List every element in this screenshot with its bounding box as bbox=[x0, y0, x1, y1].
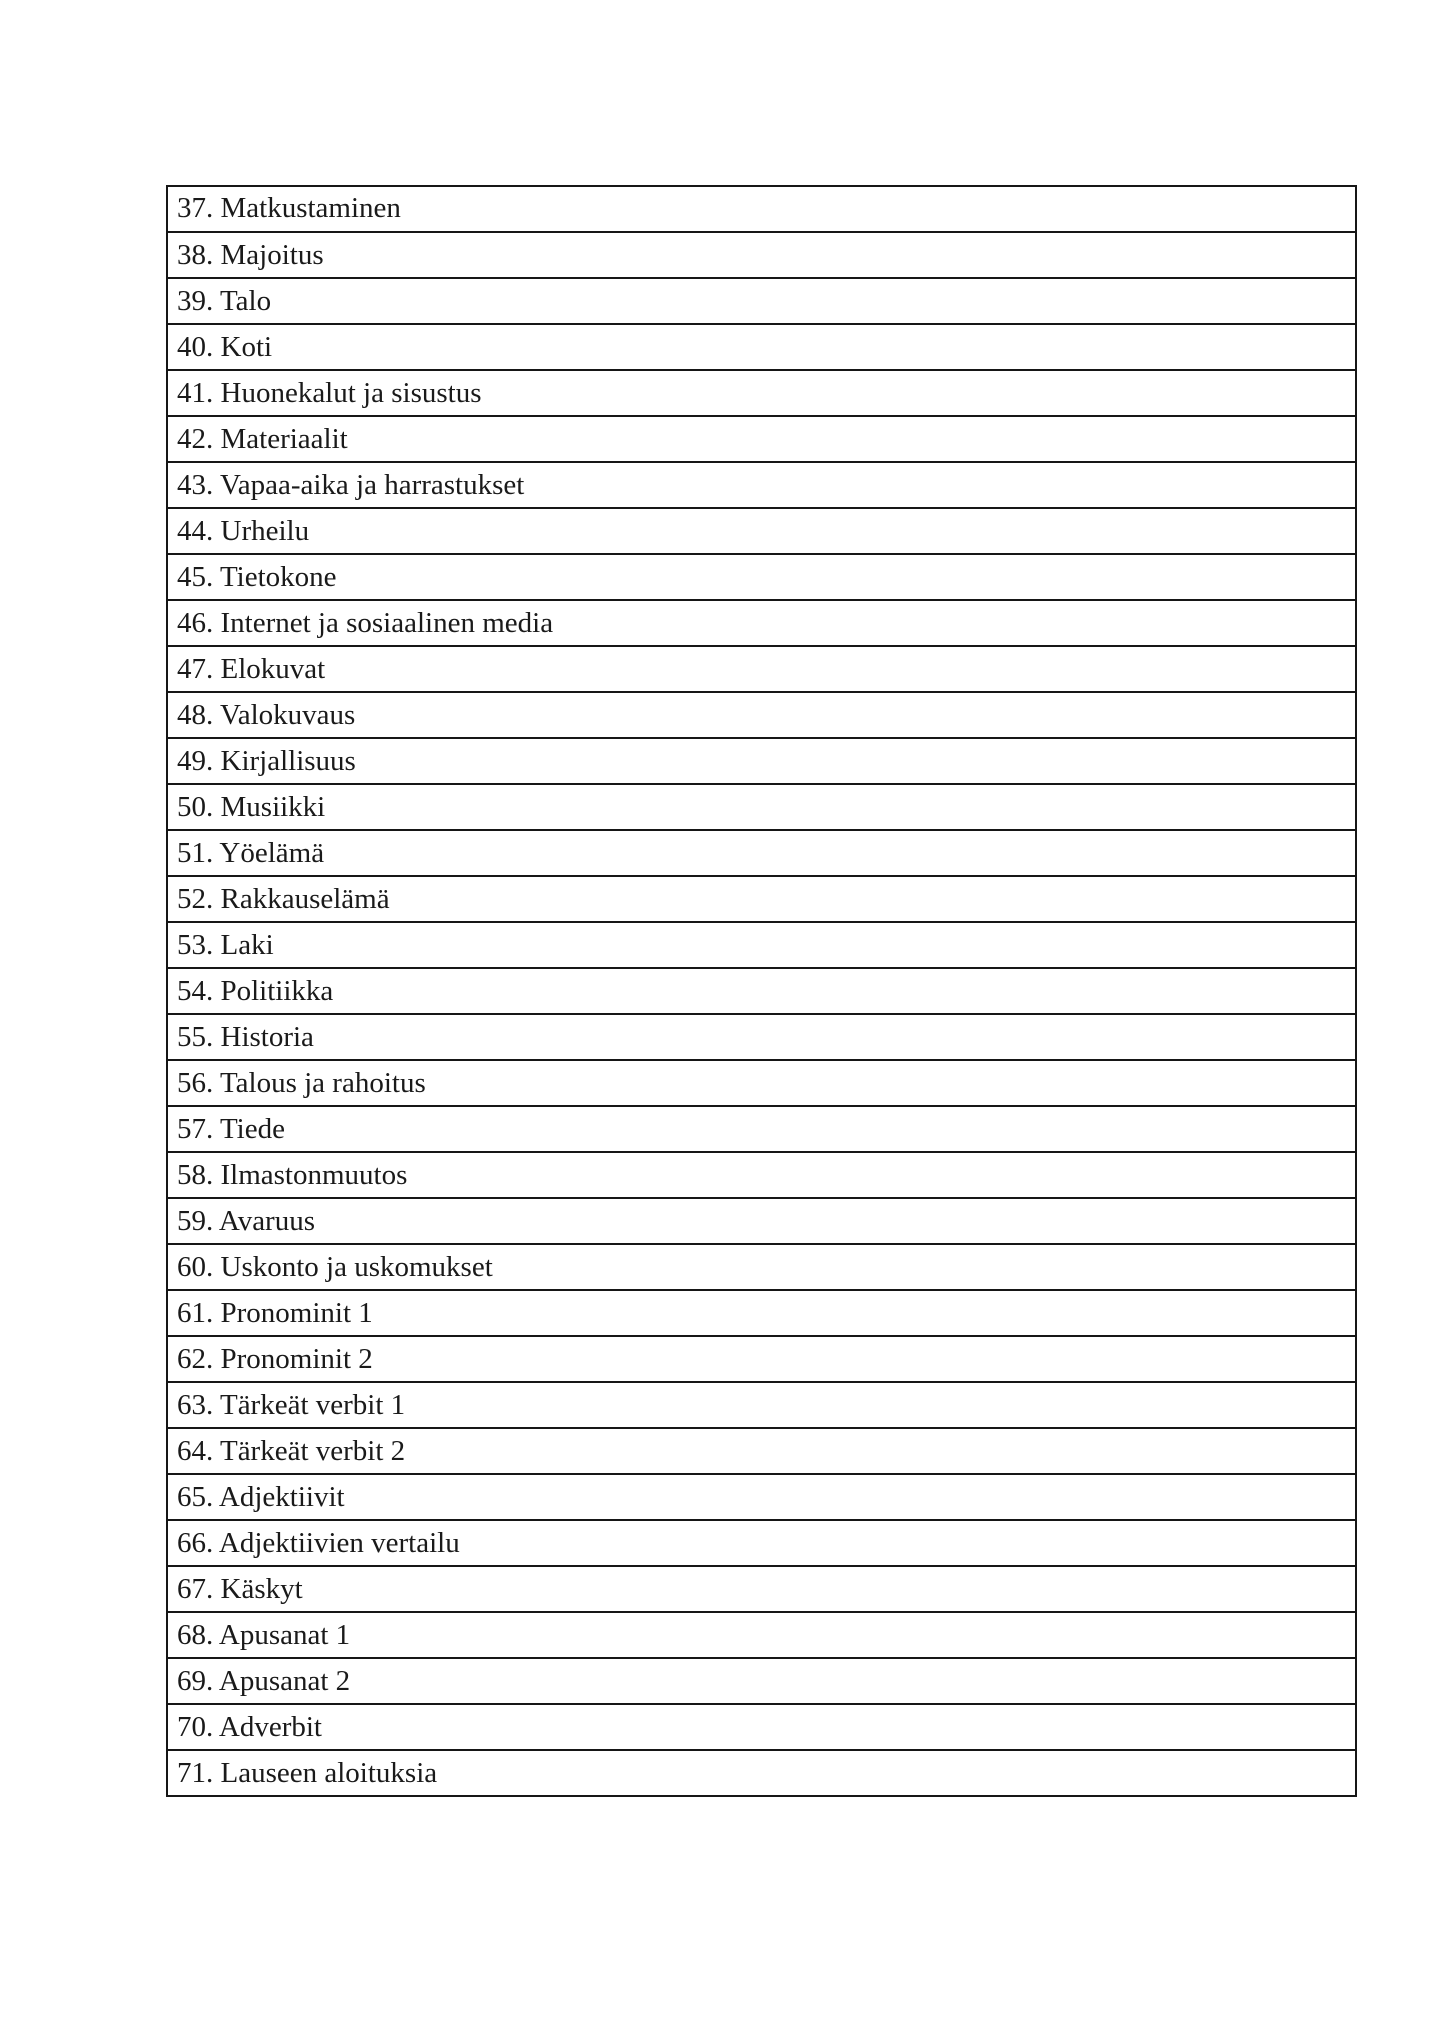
table-row bbox=[168, 967, 1355, 1013]
chapter-entry: 49. Kirjallisuus bbox=[177, 745, 356, 777]
table-row bbox=[168, 1197, 1355, 1243]
chapter-entry: 50. Musiikki bbox=[177, 791, 326, 823]
chapter-entry: 52. Rakkauselämä bbox=[177, 883, 390, 915]
chapter-entry: 55. Historia bbox=[177, 1021, 314, 1053]
chapter-entry: 47. Elokuvat bbox=[177, 653, 326, 685]
table-row bbox=[168, 921, 1355, 967]
chapter-entry: 61. Pronominit 1 bbox=[177, 1297, 373, 1329]
chapter-entry: 40. Koti bbox=[177, 331, 273, 363]
table-row bbox=[168, 737, 1355, 783]
chapter-entry: 38. Majoitus bbox=[177, 239, 324, 271]
table-row bbox=[168, 231, 1355, 277]
chapter-entry: 37. Matkustaminen bbox=[177, 192, 401, 224]
chapter-entry: 67. Käskyt bbox=[177, 1573, 303, 1605]
chapter-entry: 58. Ilmastonmuutos bbox=[177, 1159, 408, 1191]
chapter-entry: 51. Yöelämä bbox=[177, 837, 325, 869]
table-row bbox=[168, 599, 1355, 645]
chapter-entry: 54. Politiikka bbox=[177, 975, 334, 1007]
table-row bbox=[168, 323, 1355, 369]
chapter-entry: 65. Adjektiivit bbox=[177, 1481, 345, 1513]
table-row bbox=[168, 1013, 1355, 1059]
table-row bbox=[168, 507, 1355, 553]
chapter-entry: 59. Avaruus bbox=[177, 1205, 316, 1237]
chapter-entry: 70. Adverbit bbox=[177, 1711, 322, 1743]
table-row bbox=[168, 1151, 1355, 1197]
table-row bbox=[168, 1289, 1355, 1335]
table-row bbox=[168, 187, 1355, 231]
chapter-entry: 66. Adjektiivien vertailu bbox=[177, 1527, 460, 1559]
chapter-entry: 43. Vapaa-aika ja harrastukset bbox=[177, 469, 525, 501]
table-row bbox=[168, 1749, 1355, 1795]
chapter-entry: 44. Urheilu bbox=[177, 515, 310, 547]
table-row bbox=[168, 783, 1355, 829]
table-row bbox=[168, 553, 1355, 599]
chapter-entry: 41. Huonekalut ja sisustus bbox=[177, 377, 482, 409]
chapter-entry: 71. Lauseen aloituksia bbox=[177, 1757, 438, 1789]
table-row bbox=[168, 1657, 1355, 1703]
chapter-entry: 48. Valokuvaus bbox=[177, 699, 356, 731]
table-row bbox=[168, 1059, 1355, 1105]
chapter-entry: 69. Apusanat 2 bbox=[177, 1665, 351, 1697]
table-row bbox=[168, 277, 1355, 323]
chapter-entry: 39. Talo bbox=[177, 285, 272, 317]
chapter-entry: 56. Talous ja rahoitus bbox=[177, 1067, 426, 1099]
chapter-entry: 63. Tärkeät verbit 1 bbox=[177, 1389, 406, 1421]
table-row bbox=[168, 1473, 1355, 1519]
table-row bbox=[168, 1381, 1355, 1427]
chapter-entry: 62. Pronominit 2 bbox=[177, 1343, 373, 1375]
table-row bbox=[168, 1335, 1355, 1381]
chapter-entry: 53. Laki bbox=[177, 929, 274, 961]
chapter-entry: 45. Tietokone bbox=[177, 561, 337, 593]
table-row bbox=[168, 369, 1355, 415]
chapter-entry: 57. Tiede bbox=[177, 1113, 285, 1145]
table-row bbox=[168, 829, 1355, 875]
chapter-entry: 42. Materiaalit bbox=[177, 423, 348, 455]
table-row bbox=[168, 691, 1355, 737]
table-row bbox=[168, 875, 1355, 921]
table-row bbox=[168, 645, 1355, 691]
table-row bbox=[168, 461, 1355, 507]
table-row bbox=[168, 1519, 1355, 1565]
chapter-entry: 64. Tärkeät verbit 2 bbox=[177, 1435, 406, 1467]
chapter-entry: 46. Internet ja sosiaalinen media bbox=[177, 607, 554, 639]
table-row bbox=[168, 1427, 1355, 1473]
table-row bbox=[168, 1703, 1355, 1749]
table-row bbox=[168, 1105, 1355, 1151]
chapter-entry: 60. Uskonto ja uskomukset bbox=[177, 1251, 493, 1283]
contents-table bbox=[166, 185, 1357, 1797]
table-row bbox=[168, 1243, 1355, 1289]
chapter-entry: 68. Apusanat 1 bbox=[177, 1619, 351, 1651]
table-row bbox=[168, 1565, 1355, 1611]
table-row bbox=[168, 415, 1355, 461]
table-row bbox=[168, 1611, 1355, 1657]
